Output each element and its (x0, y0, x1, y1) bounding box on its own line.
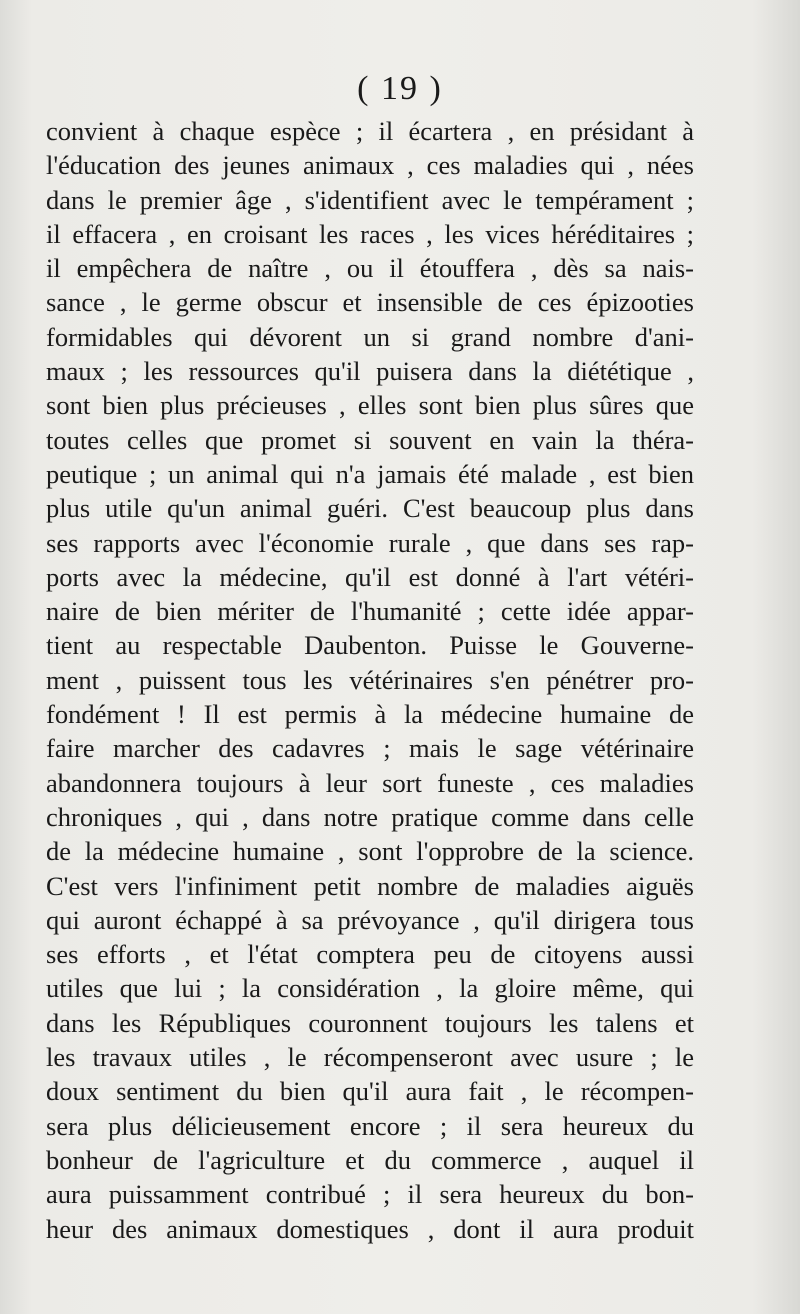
text-line: faire marcher des cadavres ; mais le sage vétérinaire (46, 733, 694, 764)
text-line: abandonnera toujours à leur sort funeste , ces maladies (46, 767, 694, 798)
text-line: maux ; les ressources qu'il puisera dans la diététique , (46, 356, 694, 387)
text-line: heur des animaux domestiques , dont il aura produit (46, 1213, 694, 1244)
body-text (46, 114, 694, 1246)
text-line: il effacera , en croisant les races , les vices héréditaires ; (46, 218, 694, 249)
text-line: fondément ! Il est permis à la médecine humaine de (46, 699, 694, 730)
text-line: ports avec la médecine, qu'il est donné à l'art vétéri- (46, 561, 694, 592)
text-line: sance , le germe obscur et insensible de ces épizooties (46, 287, 694, 318)
text-line: formidables qui dévorent un si grand nombre d'ani- (46, 321, 694, 352)
text-line: ment , puissent tous les vétérinaires s'en pénétrer pro- (46, 664, 694, 695)
text-line: qui auront échappé à sa prévoyance , qu'il dirigera tous (46, 904, 694, 935)
text-line: les travaux utiles , le récompenseront avec usure ; le (46, 1042, 694, 1073)
text-line: C'est vers l'infiniment petit nombre de maladies aiguës (46, 870, 694, 901)
text-line: dans le premier âge , s'identifient avec le tempérament ; (46, 184, 694, 215)
text-line: peutique ; un animal qui n'a jamais été malade , est bien (46, 458, 694, 489)
text-line: ses efforts , et l'état comptera peu de citoyens aussi (46, 939, 694, 970)
text-line: l'éducation des jeunes animaux , ces maladies qui , nées (46, 150, 694, 181)
text-line: ses rapports avec l'économie rurale , que dans ses rap- (46, 527, 694, 558)
text-line: utiles que lui ; la considération , la gloire même, qui (46, 973, 694, 1004)
text-line: naire de bien mériter de l'humanité ; cette idée appar- (46, 596, 694, 627)
text-line: aura puissamment contribué ; il sera heureux du bon- (46, 1179, 694, 1210)
text-line: plus utile qu'un animal guéri. C'est beaucoup plus dans (46, 493, 694, 524)
text-line: bonheur de l'agriculture et du commerce , auquel il (46, 1144, 694, 1175)
text-line: sont bien plus précieuses , elles sont bien plus sûres que (46, 390, 694, 421)
text-line: sera plus délicieusement encore ; il sera heureux du (46, 1110, 694, 1141)
text-line: convient à chaque espèce ; il écartera , en présidant à (46, 116, 694, 146)
text-line: chroniques , qui , dans notre pratique comme dans celle (46, 801, 694, 832)
text-line: il empêchera de naître , ou il étouffera , dès sa nais- (46, 253, 694, 284)
text-line: de la médecine humaine , sont l'opprobre de la science. (46, 836, 694, 867)
text-line: toutes celles que promet si souvent en vain la théra- (46, 424, 694, 455)
text-line: tient au respectable Daubenton. Puisse le Gouverne- (46, 630, 694, 661)
text-line: doux sentiment du bien qu'il aura fait , le récompen- (46, 1076, 694, 1107)
page-number: ( 19 ) (357, 70, 443, 107)
text-line: dans les Républiques couronnent toujours les talens et (46, 1007, 694, 1038)
